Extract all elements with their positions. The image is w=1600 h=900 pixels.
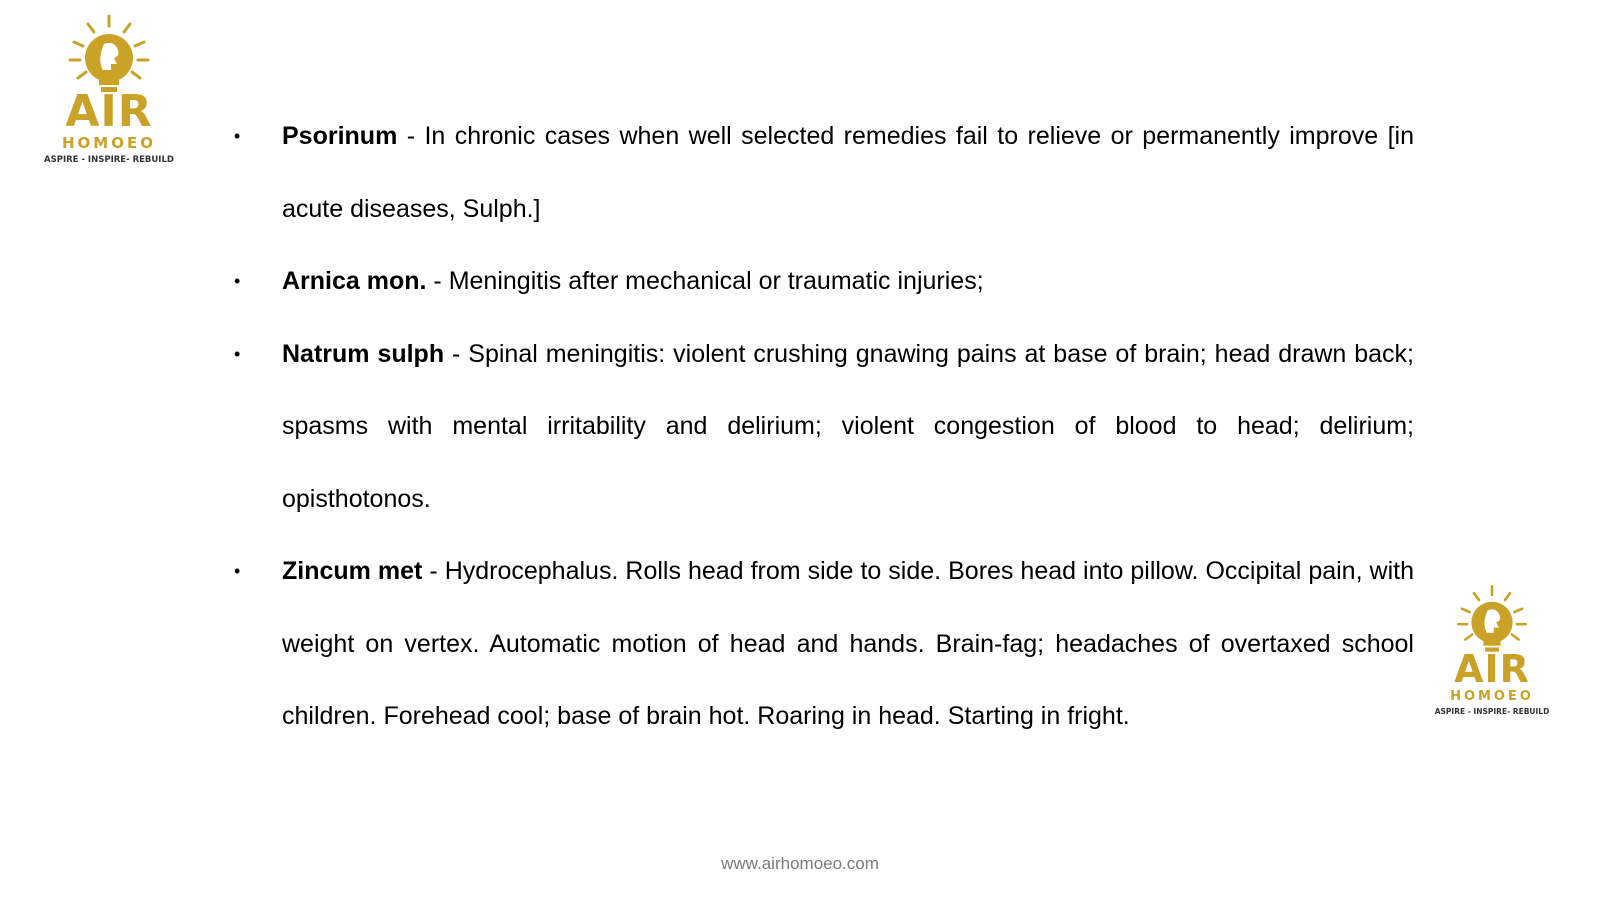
remedy-name: Psorinum [282, 122, 398, 150]
remedy-text: - Hydrocephalus. Rolls head from side to side. Bores head into pillow. Occipital pain, with weight on vertex. Automatic motion of head and hands. Brain-fag; headaches of overtaxed school children. Forehead cool; base of brain hot. Roaring in head. Starting in fright. [282, 557, 1414, 730]
bullet: • [234, 271, 241, 291]
logo-wordmark: AIR [1454, 647, 1530, 691]
brand-logo-side [1436, 584, 1548, 716]
brand-logo [44, 14, 174, 165]
remedy-item-zincum-met [234, 535, 1414, 753]
bullet: • [234, 343, 241, 364]
remedy-content [234, 100, 1414, 753]
remedy-name: Natrum sulph [282, 339, 445, 368]
logo-subtitle: HOMOEO [62, 134, 156, 152]
logo-wordmark: AIR [65, 86, 153, 137]
remedy-item-arnica [234, 245, 1414, 318]
remedy-item-psorinum [234, 100, 1414, 245]
logo-tagline: ASPIRE - INSPIRE- REBUILD [1434, 707, 1550, 716]
logo-tagline: ASPIRE - INSPIRE- REBUILD [44, 155, 174, 165]
logo-subtitle: HOMOEO [1450, 689, 1534, 704]
bullet: • [234, 561, 241, 581]
lightbulb-head-icon [66, 14, 152, 94]
remedy-text: - Meningitis after mechanical or traumatic injuries; [426, 267, 984, 295]
bullet: • [234, 126, 241, 146]
remedy-item-natrum-sulph [234, 318, 1414, 536]
remedy-name: Arnica mon. [282, 267, 427, 295]
remedy-text: - Spinal meningitis: violent crushing gnawing pains at base of brain; head drawn back; spasms with mental irritability and delirium; violent congestion of blood to head; delirium; opisthotonos. [282, 339, 1414, 513]
remedy-list [234, 100, 1414, 753]
remedy-name: Zincum met [282, 557, 423, 585]
lightbulb-head-icon [1455, 584, 1529, 654]
remedy-text: - In chronic cases when well selected remedies fail to relieve or permanently improve [in acute diseases, Sulph.] [282, 122, 1414, 223]
footer-url: www.airhomoeo.com [721, 854, 879, 873]
